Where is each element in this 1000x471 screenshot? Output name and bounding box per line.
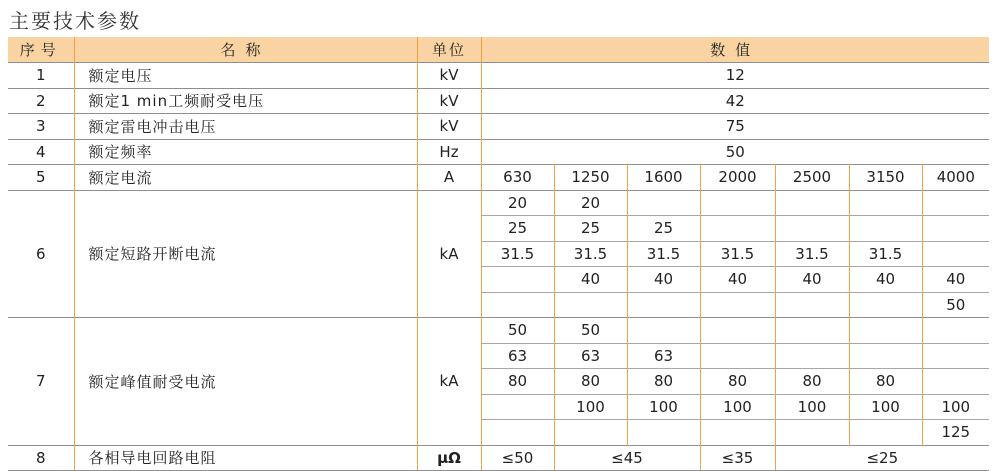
value-cell [554,420,627,446]
value-cell [700,292,775,318]
value-cell: 80 [849,369,922,395]
value-cell: 100 [775,394,849,420]
row-unit: Hz [417,139,481,165]
row-name: 额定电压 [74,63,417,89]
page-title: 主要技术参数 [9,9,141,33]
header-no: 序号 [8,37,74,63]
value-cell [627,190,700,216]
row-no: 7 [8,318,74,446]
value-cell: 63 [627,343,700,369]
value-cell: ≤25 [775,445,989,471]
value-cell: 20 [481,190,554,216]
row-no: 1 [8,63,74,89]
value-cell: 40 [775,267,849,293]
value-cell [481,267,554,293]
value-cell [700,216,775,242]
value-cell: 50 [554,318,627,344]
value-cell: 20 [554,190,627,216]
value-cell: 25 [627,216,700,242]
row-no: 5 [8,165,74,191]
value-cell [849,216,922,242]
value-cell: 40 [700,267,775,293]
row-name: 各相导电回路电阻 [74,445,417,471]
value-cell: 40 [627,267,700,293]
value-cell: ≤50 [481,445,554,471]
table-header-row [8,37,989,63]
row-value: 75 [481,114,989,140]
table-row [8,190,989,216]
value-cell [775,190,849,216]
value-cell [700,318,775,344]
value-cell [849,190,922,216]
table-row [8,88,989,114]
table-row [8,318,989,344]
value-cell: 50 [481,318,554,344]
spec-table [8,37,989,471]
value-cell [627,318,700,344]
row-no: 3 [8,114,74,140]
value-cell [922,369,989,395]
row-no: 4 [8,139,74,165]
value-cell [627,420,700,446]
value-cell [922,318,989,344]
value-cell [481,292,554,318]
value-cell: 40 [849,267,922,293]
value-cell [627,292,700,318]
value-cell [775,343,849,369]
value-cell: 630 [481,165,554,191]
value-cell: 80 [481,369,554,395]
row-unit: kA [417,318,481,446]
value-cell: 31.5 [849,241,922,267]
value-cell [922,190,989,216]
value-cell [922,216,989,242]
value-cell: 31.5 [627,241,700,267]
value-cell: 80 [554,369,627,395]
row-name: 额定1 min工频耐受电压 [74,88,417,114]
value-cell: 125 [922,420,989,446]
value-cell: 40 [554,267,627,293]
value-cell [700,343,775,369]
row-name: 额定雷电冲击电压 [74,114,417,140]
value-cell [700,190,775,216]
value-cell [775,318,849,344]
value-cell: 80 [775,369,849,395]
row-name: 额定电流 [74,165,417,191]
table-row [8,139,989,165]
value-cell: 2500 [775,165,849,191]
row-name: 额定峰值耐受电流 [74,318,417,446]
row-unit: μΩ [417,445,481,471]
value-cell [922,343,989,369]
table-row [8,165,989,191]
row-name: 额定频率 [74,139,417,165]
value-cell: 31.5 [554,241,627,267]
value-cell [700,420,775,446]
value-cell [481,394,554,420]
value-cell: 80 [627,369,700,395]
value-cell: 40 [922,267,989,293]
value-cell: 4000 [922,165,989,191]
value-cell [775,420,849,446]
value-cell [775,216,849,242]
row-unit: A [417,165,481,191]
value-cell [849,292,922,318]
value-cell: 25 [481,216,554,242]
row-unit: kV [417,88,481,114]
value-cell: 63 [481,343,554,369]
value-cell: 100 [554,394,627,420]
value-cell: 3150 [849,165,922,191]
value-cell: 100 [849,394,922,420]
value-cell: 31.5 [775,241,849,267]
row-no: 6 [8,190,74,318]
value-cell: 100 [922,394,989,420]
value-cell [481,420,554,446]
value-cell: 80 [700,369,775,395]
value-cell: 31.5 [481,241,554,267]
value-cell: ≤45 [554,445,700,471]
table-row [8,63,989,89]
value-cell: 2000 [700,165,775,191]
header-value: 数值 [481,37,989,63]
row-value: 50 [481,139,989,165]
value-cell: 1600 [627,165,700,191]
row-unit: kA [417,190,481,318]
value-cell: 100 [627,394,700,420]
value-cell: 25 [554,216,627,242]
row-unit: kV [417,114,481,140]
value-cell [554,292,627,318]
header-name: 名称 [74,37,417,63]
row-no: 8 [8,445,74,471]
value-cell: ≤35 [700,445,775,471]
value-cell [775,292,849,318]
row-unit: kV [417,63,481,89]
value-cell: 50 [922,292,989,318]
value-cell [849,318,922,344]
value-cell [849,420,922,446]
value-cell: 63 [554,343,627,369]
value-cell [922,241,989,267]
row-no: 2 [8,88,74,114]
value-cell: 31.5 [700,241,775,267]
row-name: 额定短路开断电流 [74,190,417,318]
table-row [8,445,989,471]
value-cell: 100 [700,394,775,420]
value-cell: 1250 [554,165,627,191]
table-row [8,114,989,140]
row-value: 12 [481,63,989,89]
header-unit: 单位 [417,37,481,63]
row-value: 42 [481,88,989,114]
value-cell [849,343,922,369]
